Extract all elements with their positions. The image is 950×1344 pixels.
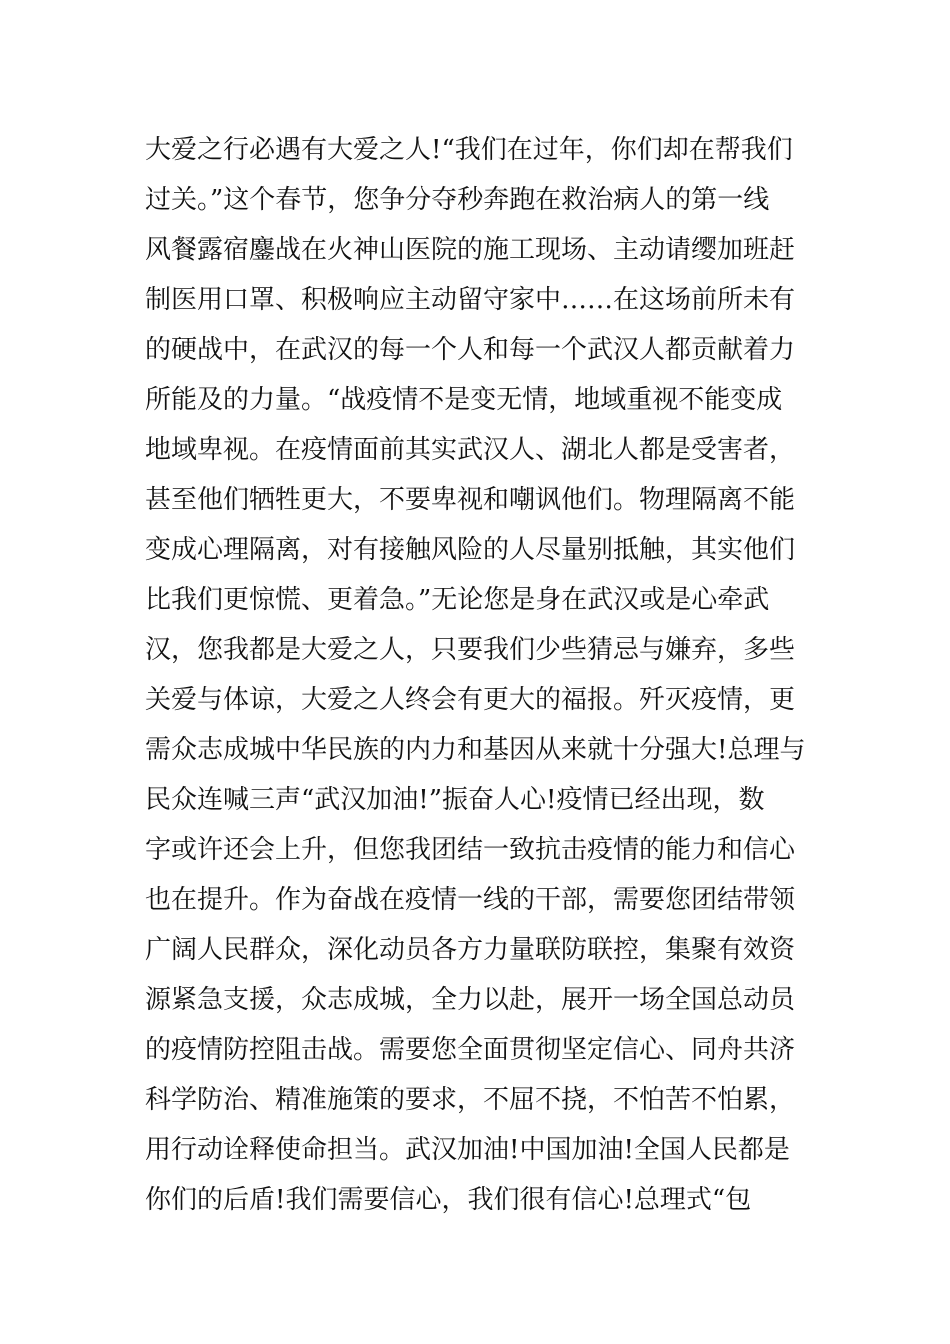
text-line-10: 比我们更惊慌、更着急。”无论您是身在武汉或是心牵武: [145, 585, 770, 615]
text-line-2: 过关。”这个春节，您争分夺秒奔跑在救治病人的第一线: [145, 185, 770, 215]
text-line-12: 关爱与体谅，大爱之人终会有更大的福报。歼灭疫情，更: [145, 685, 796, 715]
text-line-11: 汉，您我都是大爱之人，只要我们少些猜忌与嫌弃，多些: [145, 635, 796, 665]
text-line-9: 变成心理隔离，对有接触风险的人尽量别抵触，其实他们: [145, 535, 796, 565]
text-line-6: 所能及的力量。“战疫情不是变无情，地域重视不能变成: [145, 385, 783, 415]
text-line-4: 制医用口罩、积极响应主动留守家中……在这场前所未有: [145, 285, 796, 315]
text-line-21: 用行动诠释使命担当。武汉加油!中国加油!全国人民都是: [145, 1135, 790, 1165]
text-line-1: 大爱之行必遇有大爱之人!“我们在过年，你们却在帮我们: [145, 135, 793, 165]
text-line-20: 科学防治、精准施策的要求，不屈不挠，不怕苦不怕累，: [145, 1085, 796, 1115]
text-line-8: 甚至他们牺牲更大，不要卑视和嘲讽他们。物理隔离不能: [145, 485, 796, 515]
text-line-14: 民众连喊三声“武汉加油!”振奋人心!疫情已经出现，数: [145, 785, 765, 815]
text-line-22: 你们的后盾!我们需要信心，我们很有信心!总理式“包: [145, 1185, 752, 1215]
text-line-16: 也在提升。作为奋战在疫情一线的干部，需要您团结带领: [145, 885, 796, 915]
text-line-7: 地域卑视。在疫情面前其实武汉人、湖北人都是受害者，: [145, 435, 796, 465]
text-line-5: 的硬战中，在武汉的每一个人和每一个武汉人都贡献着力: [145, 335, 796, 365]
text-line-19: 的疫情防控阻击战。需要您全面贯彻坚定信心、同舟共济: [145, 1035, 796, 1065]
text-line-18: 源紧急支援，众志成城，全力以赴，展开一场全国总动员: [145, 985, 796, 1015]
body-text: [145, 125, 810, 1225]
text-line-13: 需众志成城中华民族的内力和基因从来就十分强大!总理与: [145, 735, 806, 765]
text-line-17: 广阔人民群众，深化动员各方力量联防联控，集聚有效资: [145, 935, 796, 965]
text-line-3: 风餐露宿鏖战在火神山医院的施工现场、主动请缨加班赶: [145, 235, 796, 265]
text-line-15: 字或许还会上升，但您我团结一致抗击疫情的能力和信心: [145, 835, 796, 865]
